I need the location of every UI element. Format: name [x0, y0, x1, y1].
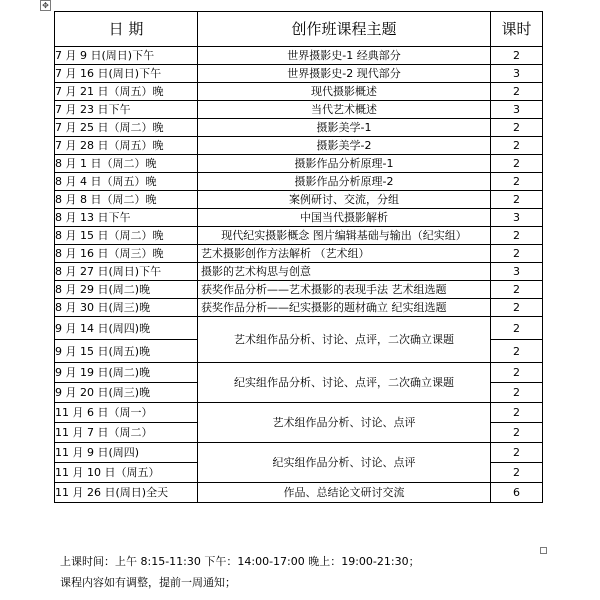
hours-cell: 2 [491, 137, 543, 155]
hours-cell: 2 [491, 383, 543, 403]
table-row [55, 317, 543, 340]
hours-cell: 2 [491, 363, 543, 383]
date-cell: 8 月 4 日（周五）晚 [55, 173, 198, 191]
topic-cell: 获奖作品分析——艺术摄影的表现手法 艺术组选题 [198, 281, 491, 299]
table-row [55, 227, 543, 245]
date-cell: 7 月 25 日（周二）晚 [55, 119, 198, 137]
hours-cell: 3 [491, 65, 543, 83]
hours-cell: 2 [491, 119, 543, 137]
date-cell: 8 月 13 日下午 [55, 209, 198, 227]
merged-topic-cell: 纪实组作品分析、讨论、点评，二次确立课题 [198, 363, 491, 403]
hours-cell: 2 [491, 403, 543, 423]
class-time-note: 上课时间：上午 8:15-11:30 下午：14:00-17:00 晚上：19:00-21:30； [60, 555, 420, 568]
hours-cell: 2 [491, 47, 543, 65]
table-row [55, 299, 543, 317]
hours-cell: 2 [491, 317, 543, 340]
hours-cell: 2 [491, 83, 543, 101]
topic-cell: 世界摄影史-1 经典部分 [198, 47, 491, 65]
table-row [55, 263, 543, 281]
table-row [55, 191, 543, 209]
hours-cell: 2 [491, 463, 543, 483]
topic-cell: 摄影作品分析原理-2 [198, 173, 491, 191]
date-cell: 7 月 28 日（周五）晚 [55, 137, 198, 155]
table-row [55, 119, 543, 137]
date-cell: 9 月 15 日(周五)晚 [55, 340, 198, 363]
header-date: 日 期 [55, 12, 198, 47]
hours-cell: 2 [491, 443, 543, 463]
hours-cell: 2 [491, 423, 543, 443]
hours-cell: 2 [491, 299, 543, 317]
hours-cell: 2 [491, 173, 543, 191]
table-row [55, 155, 543, 173]
topic-cell: 摄影作品分析原理-1 [198, 155, 491, 173]
table-row [55, 363, 543, 383]
date-cell: 8 月 8 日（周二）晚 [55, 191, 198, 209]
merged-topic-cell: 艺术组作品分析、讨论、点评，二次确立课题 [198, 317, 491, 363]
date-cell: 8 月 15 日（周二）晚 [55, 227, 198, 245]
topic-cell: 艺术摄影创作方法解析 （艺术组） [198, 245, 491, 263]
hours-cell: 2 [491, 227, 543, 245]
table-row [55, 281, 543, 299]
date-cell: 9 月 20 日(周三)晚 [55, 383, 198, 403]
hours-cell: 3 [491, 263, 543, 281]
schedule-change-note: 课程内容如有调整，提前一周通知； [60, 576, 236, 589]
table-row [55, 403, 543, 423]
date-cell: 8 月 16 日（周三）晚 [55, 245, 198, 263]
course-schedule-table [54, 11, 543, 503]
topic-cell: 作品、总结论文研讨交流 [198, 483, 491, 503]
date-cell: 11 月 26 日(周日)全天 [55, 483, 198, 503]
topic-cell: 摄影美学-1 [198, 119, 491, 137]
date-cell: 9 月 14 日(周四)晚 [55, 317, 198, 340]
date-cell: 8 月 30 日(周三)晚 [55, 299, 198, 317]
table-row [55, 443, 543, 463]
table-resize-handle[interactable] [540, 547, 547, 554]
topic-cell: 案例研讨、交流，分组 [198, 191, 491, 209]
hours-cell: 3 [491, 209, 543, 227]
date-cell: 11 月 9 日(周四) [55, 443, 198, 463]
date-cell: 7 月 23 日下午 [55, 101, 198, 119]
date-cell: 8 月 1 日（周二）晚 [55, 155, 198, 173]
table-row [55, 209, 543, 227]
hours-cell: 3 [491, 101, 543, 119]
table-row [55, 137, 543, 155]
merged-topic-cell: 纪实组作品分析、讨论、点评 [198, 443, 491, 483]
topic-cell: 世界摄影史-2 现代部分 [198, 65, 491, 83]
date-cell: 11 月 10 日（周五） [55, 463, 198, 483]
date-cell: 11 月 6 日（周一） [55, 403, 198, 423]
date-cell: 7 月 21 日（周五）晚 [55, 83, 198, 101]
merged-topic-cell: 艺术组作品分析、讨论、点评 [198, 403, 491, 443]
topic-cell: 现代纪实摄影概念 图片编辑基础与输出（纪实组） [198, 227, 491, 245]
header-hours: 课时 [491, 12, 543, 47]
hours-cell: 2 [491, 245, 543, 263]
topic-cell: 中国当代摄影解析 [198, 209, 491, 227]
table-row [55, 47, 543, 65]
topic-cell: 摄影的艺术构思与创意 [198, 263, 491, 281]
hours-cell: 6 [491, 483, 543, 503]
table-row [55, 483, 543, 503]
table-move-handle-icon[interactable]: ✥ [40, 0, 51, 11]
hours-cell: 2 [491, 340, 543, 363]
table-row [55, 101, 543, 119]
date-cell: 9 月 19 日(周二)晚 [55, 363, 198, 383]
table-row [55, 173, 543, 191]
date-cell: 8 月 27 日(周日)下午 [55, 263, 198, 281]
date-cell: 7 月 9 日(周日)下午 [55, 47, 198, 65]
table-row [55, 245, 543, 263]
topic-cell: 现代摄影概述 [198, 83, 491, 101]
table-row [55, 65, 543, 83]
header-topic: 创作班课程主题 [198, 12, 491, 47]
date-cell: 7 月 16 日(周日)下午 [55, 65, 198, 83]
hours-cell: 2 [491, 281, 543, 299]
hours-cell: 2 [491, 191, 543, 209]
date-cell: 8 月 29 日(周二)晚 [55, 281, 198, 299]
hours-cell: 2 [491, 155, 543, 173]
table-header-row [55, 12, 543, 47]
topic-cell: 获奖作品分析——纪实摄影的题材确立 纪实组选题 [198, 299, 491, 317]
date-cell: 11 月 7 日（周二） [55, 423, 198, 443]
topic-cell: 摄影美学-2 [198, 137, 491, 155]
table-row [55, 83, 543, 101]
topic-cell: 当代艺术概述 [198, 101, 491, 119]
